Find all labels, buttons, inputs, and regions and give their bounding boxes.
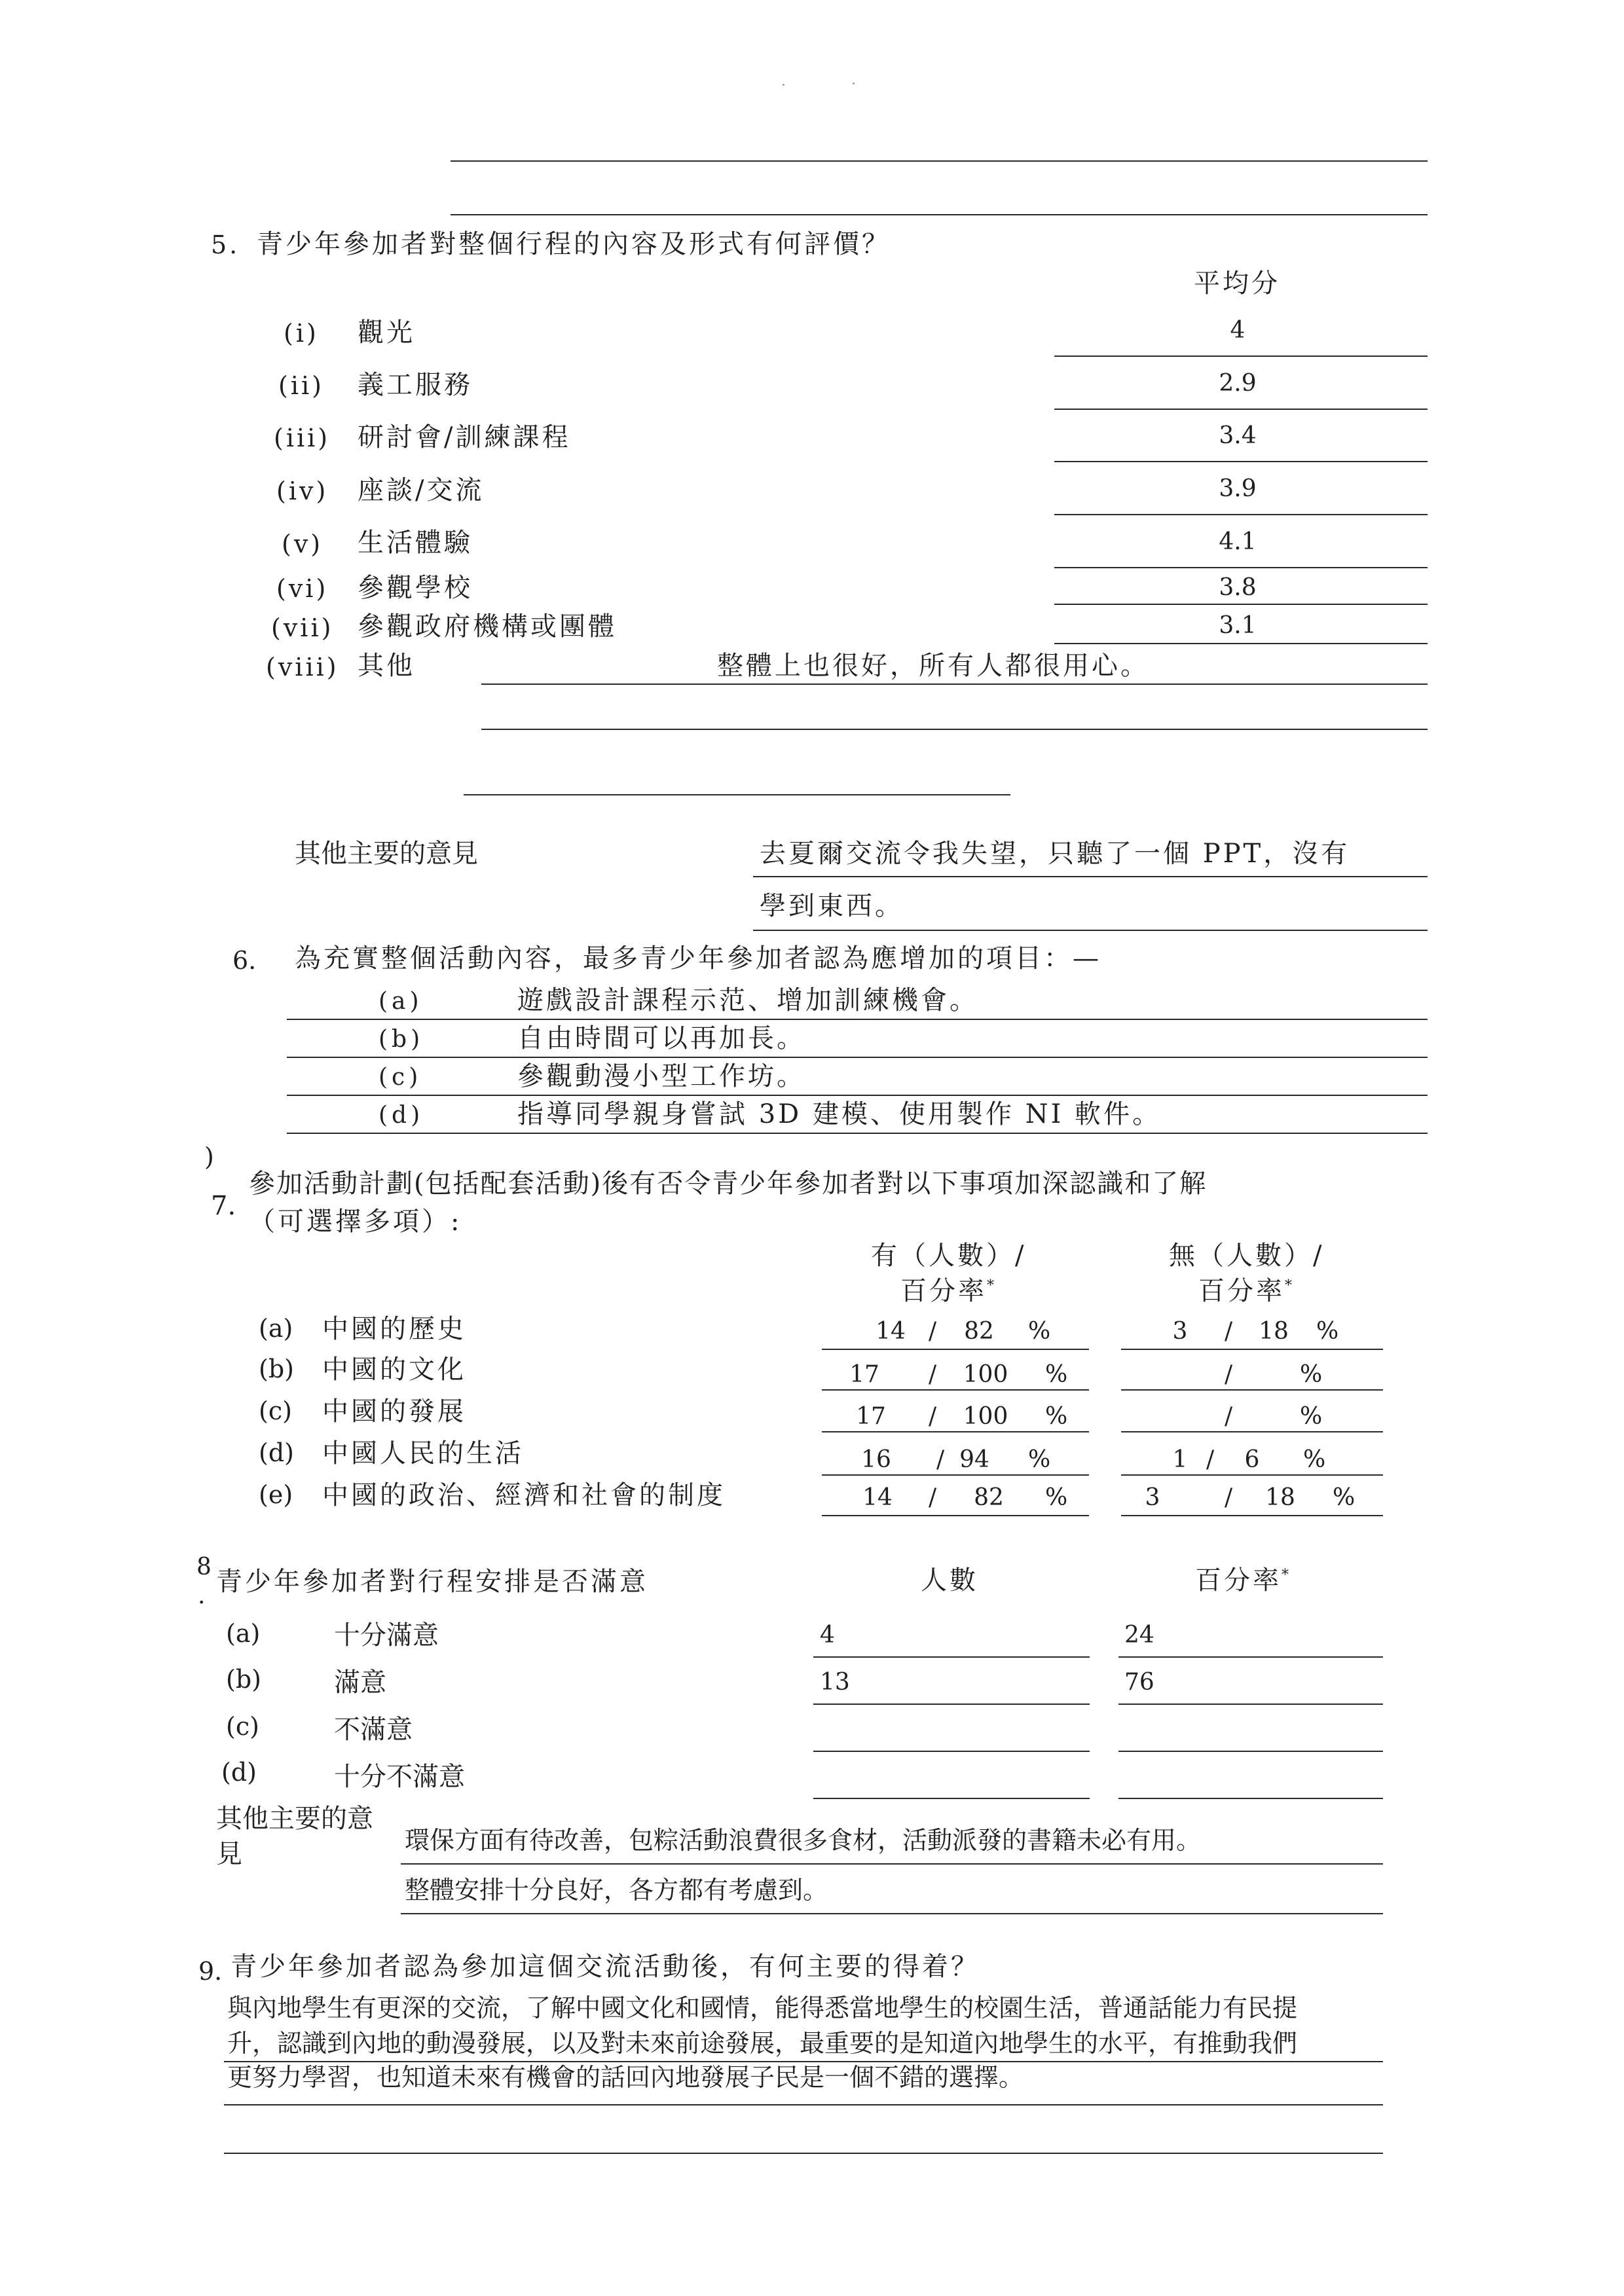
score-line [1054,567,1428,568]
q5-item-score: 3.9 [1219,475,1257,502]
answer-line [451,214,1428,215]
q5-item-index: (iii) [274,424,331,452]
q8-comment-line: 環保方面有待改善，包粽活動浪費很多食材，活動派發的書籍未必有用。 [405,1826,1202,1855]
q7-slash: / [1225,1318,1233,1345]
answer-line [1121,1474,1383,1476]
q6-item-index: (c) [378,1064,422,1091]
q5-score-header: 平均分 [1194,268,1280,299]
q7-pct-sign: % [1303,1446,1326,1473]
q5-item-score: 2.9 [1219,370,1257,397]
q8-row-label: 不滿意 [334,1715,413,1745]
q8-title: 青少年參加者對行程安排是否滿意 [216,1567,648,1597]
q7-slash: / [1225,1403,1233,1430]
q5-item-label: 義工服務 [358,370,473,400]
q7-yes-header: 有（人數）/ [871,1241,1027,1271]
answer-line [287,1133,1428,1134]
q9-answer-line: 升，認識到內地的動漫發展，以及對未來前途發展，最重要的是知道內地學生的水平，有推動我們 [227,2029,1298,2058]
answer-line [1121,1349,1383,1350]
q8-row-pct: 24 [1124,1622,1154,1649]
answer-line [822,1431,1089,1432]
q5-item-label: 觀光 [358,318,415,348]
q7-pct-sign: % [1300,1403,1323,1430]
answer-line [464,794,1010,795]
q7-yes-count: 14 [862,1484,893,1511]
q7-pct-sign: % [1028,1318,1051,1345]
score-line [1054,514,1428,515]
answer-line [1121,1389,1383,1391]
q9-answer-line: 更努力學習，也知道未來有機會的話回內地發展子民是一個不錯的選擇。 [227,2063,1024,2092]
answer-line [224,2061,1383,2062]
q8-count-header: 人數 [921,1565,978,1595]
answer-line [401,1913,1383,1914]
q7-pct-sign: % [1300,1361,1323,1388]
q7-yes-percent: 82 [964,1318,994,1345]
q8-comment-line: 整體安排十分良好，各方都有考慮到。 [405,1876,828,1904]
q7-slash: / [1225,1361,1233,1388]
q7-no-percent: 18 [1265,1484,1295,1511]
q7-row-index: (e) [259,1480,293,1509]
q7-slash: / [929,1403,937,1430]
q5-comment-line: 學到東西。 [760,891,904,921]
q7-slash: / [936,1446,945,1473]
answer-line [813,1751,1090,1752]
q8-row-index: (c) [226,1712,259,1741]
answer-line [224,2153,1383,2154]
q8-comments-label: 其他主要的意 [216,1804,373,1834]
q9-title: 青少年參加者認為參加這個交流活動後，有何主要的得着？ [231,1952,980,1982]
q7-no-header-pct: 百分率* [1198,1276,1295,1306]
q7-slash: / [929,1318,937,1345]
answer-line [813,1798,1090,1799]
q8-number: 8 [196,1554,212,1580]
answer-line [287,1057,1428,1058]
answer-line [1118,1656,1383,1658]
q5-item-index: (ii) [278,371,324,400]
q7-title-note: （可選擇多項）: [249,1207,462,1237]
q8-row-label: 滿意 [334,1667,386,1698]
q6-item-text: 遊戲設計課程示范、增加訓練機會。 [517,985,978,1015]
q7-slash: / [929,1484,937,1511]
answer-line [401,1863,1383,1865]
q7-row-label: 中國人民的生活 [322,1438,524,1468]
q5-item-index: (iv) [276,477,329,505]
q5-comment-line: 去夏爾交流令我失望，只聽了一個 PPT，沒有 [760,839,1350,869]
q7-no-count: 3 [1172,1318,1188,1345]
q7-no-count: 3 [1145,1484,1160,1511]
answer-line [813,1656,1090,1658]
q7-no-percent: 18 [1259,1318,1289,1345]
scan-speck [853,82,855,84]
answer-line [822,1474,1089,1476]
q6-item-text: 參觀動漫小型工作坊。 [517,1061,805,1091]
q7-yes-header-pct: 百分率* [900,1276,997,1306]
q7-row-label: 中國的政治、經濟和社會的制度 [322,1480,726,1510]
q5-item-score: 3.4 [1219,422,1257,449]
q8-row-count: 13 [820,1669,850,1696]
q6-title: 為充實整個活動內容，最多青少年參加者認為應增加的項目：— [295,943,1101,974]
q7-slash: / [929,1361,937,1388]
q7-slash: / [1225,1484,1233,1511]
answer-line [224,2104,1383,2105]
q7-pct-sign: % [1333,1484,1356,1511]
q8-row-count: 4 [820,1622,835,1649]
answer-line [822,1389,1089,1391]
q7-no-percent: 6 [1244,1446,1260,1473]
scan-speck [783,84,784,86]
q7-no-count: 1 [1172,1446,1188,1473]
q6-item-index: (a) [378,988,423,1015]
q8-number-dot: . [198,1582,206,1609]
q7-pct-sign: % [1045,1403,1068,1430]
q7-number: 7. [211,1191,236,1221]
q7-yes-count: 17 [849,1361,879,1388]
answer-line [753,876,1428,877]
q7-pct-sign: % [1045,1361,1068,1388]
q8-row-index: (d) [221,1758,257,1787]
q9-number: 9. [198,1957,223,1986]
q7-yes-percent: 100 [963,1361,1008,1388]
q7-slash: / [1206,1446,1215,1473]
q7-yes-percent: 94 [959,1446,989,1473]
q5-item-label: 座談/交流 [358,475,485,505]
q7-title: 參加活動計劃(包括配套活動)後有否令青少年參加者對以下事項加深認識和了解 [249,1169,1208,1199]
q5-number: 5. [211,230,240,259]
q5-title: 青少年參加者對整個行程的內容及形式有何評價？ [257,229,891,259]
q5-item-score: 3.1 [1219,612,1257,639]
q7-no-header: 無（人數）/ [1169,1241,1325,1271]
q5-other-label: 其他 [358,651,415,681]
q5-item-index: (v) [282,530,323,558]
q5-other-answer: 整體上也很好，所有人都很用心。 [717,651,1149,681]
q7-row-label: 中國的發展 [322,1396,466,1427]
score-line [1054,461,1428,462]
q6-item-index: (b) [378,1026,424,1053]
answer-line [822,1349,1089,1350]
q8-pct-header: 百分率* [1195,1565,1291,1595]
q6-item-index: (d) [378,1102,424,1129]
score-line [1054,604,1428,605]
q8-row-pct: 76 [1124,1669,1154,1696]
q7-row-index: (b) [259,1355,294,1383]
q8-row-index: (a) [226,1619,261,1648]
score-line [1054,409,1428,410]
answer-line [451,160,1428,162]
q7-row-index: (d) [259,1438,294,1467]
q7-yes-percent: 100 [963,1403,1008,1430]
q8-row-label: 十分滿意 [334,1620,439,1650]
q7-row-index: (a) [259,1314,293,1343]
q6-item-text: 自由時間可以再加長。 [517,1023,805,1053]
answer-line [1118,1751,1383,1752]
answer-line [481,683,1428,685]
q7-yes-count: 16 [861,1446,891,1473]
q5-comments-label: 其他主要的意見 [295,839,478,869]
q8-row-label: 十分不滿意 [334,1762,465,1792]
q7-pct-sign: % [1045,1484,1068,1511]
q5-item-index: (i) [284,319,319,348]
score-line [1054,643,1428,644]
answer-line [481,729,1428,730]
q5-item-index: (vi) [276,574,329,603]
q5-item-score: 4.1 [1219,528,1257,555]
answer-line [1118,1704,1383,1705]
q8-comments-label-cont: 見 [216,1839,242,1869]
q8-row-index: (b) [226,1665,261,1694]
q5-item-score: 4 [1230,317,1246,344]
answer-line [1118,1798,1383,1799]
answer-line [287,1095,1428,1096]
q6-number: 6. [232,946,257,975]
answer-line [822,1515,1089,1516]
q7-row-label: 中國的歷史 [322,1314,466,1344]
q5-item-label: 生活體驗 [358,528,473,558]
score-line [1054,355,1428,357]
q7-yes-percent: 82 [974,1484,1004,1511]
q5-item-score: 3.8 [1219,574,1257,601]
answer-line [753,930,1428,931]
q7-pct-sign: % [1316,1318,1339,1345]
q7-yes-count: 17 [856,1403,886,1430]
q7-pct-sign: % [1028,1446,1051,1473]
q7-row-label: 中國的文化 [322,1355,466,1385]
answer-line [1121,1431,1383,1432]
q6-item-text: 指導同學親身嘗試 3D 建模、使用製作 NI 軟件。 [517,1099,1162,1129]
stray-mark: ) [204,1142,214,1171]
q7-row-index: (c) [259,1396,292,1425]
q5-other-index: (viii) [266,653,339,682]
q5-item-label: 參觀學校 [358,573,473,603]
answer-line [813,1704,1090,1705]
answer-line [1121,1515,1383,1516]
q7-yes-count: 14 [876,1318,906,1345]
answer-line [287,1019,1428,1020]
q5-item-label: 研討會/訓練課程 [358,422,571,452]
q5-item-index: (vii) [271,613,334,642]
q5-item-label: 參觀政府機構或團體 [358,611,617,642]
q9-answer-line: 與內地學生有更深的交流，了解中國文化和國情，能得悉當地學生的校園生活，普通話能力有民提 [227,1994,1298,2022]
